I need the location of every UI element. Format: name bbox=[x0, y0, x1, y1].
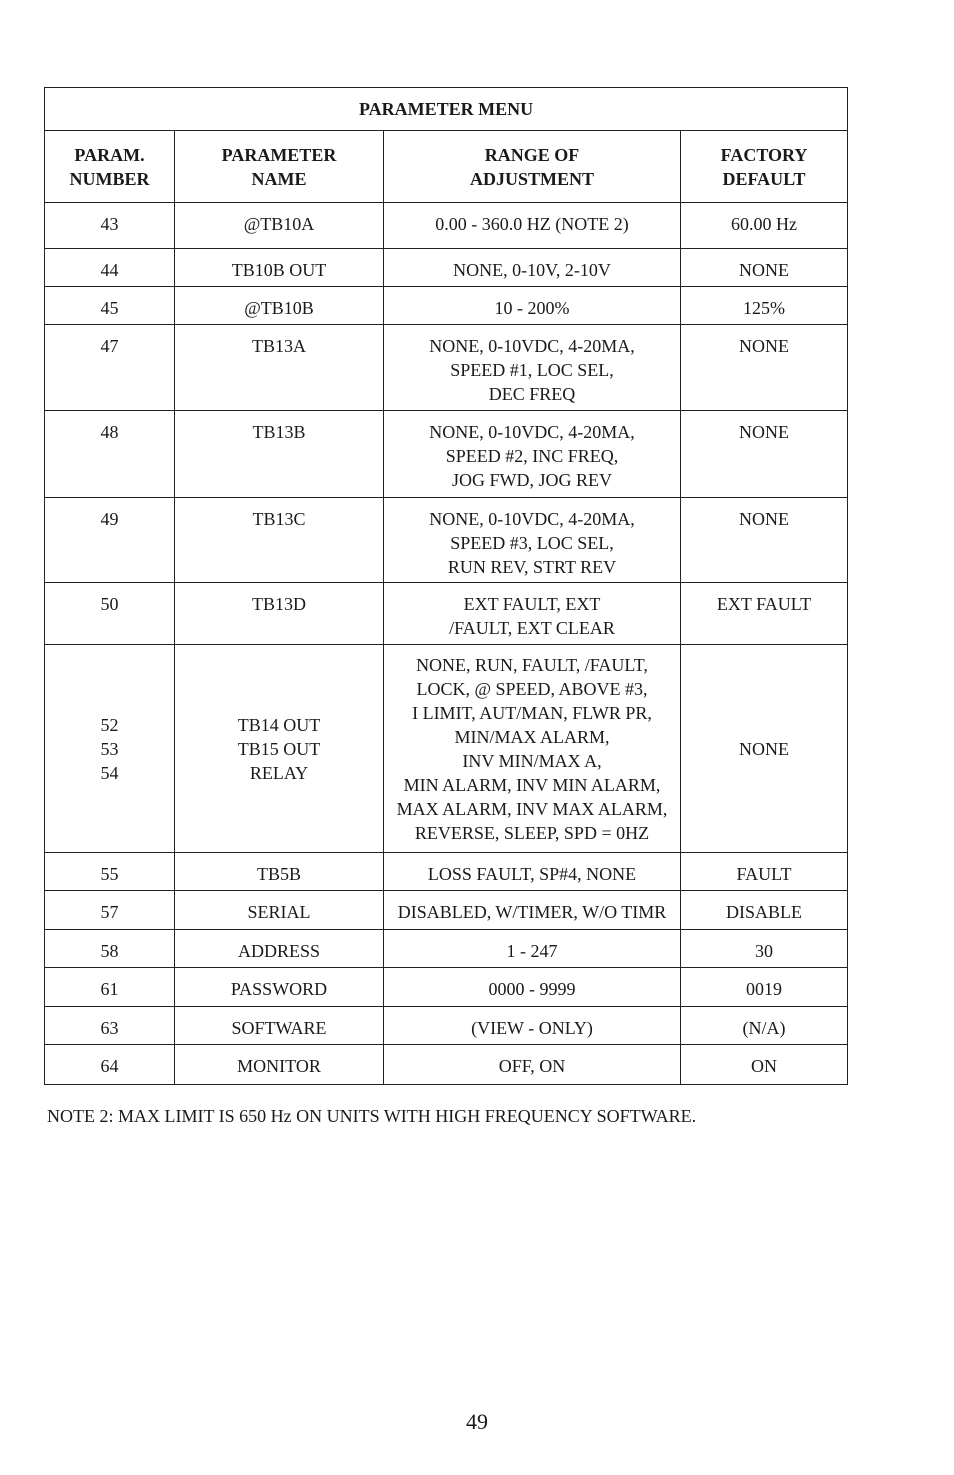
param-name: TB13B bbox=[175, 411, 384, 498]
param-range: 10 - 200% bbox=[384, 287, 681, 325]
table-row bbox=[45, 891, 848, 930]
param-number: 61 bbox=[45, 968, 175, 1007]
parameter-menu-table bbox=[44, 87, 848, 1085]
param-range: NONE, RUN, FAULT, /FAULT, LOCK, @ SPEED, ABOVE #3, I LIMIT, AUT/MAN, FLWR PR, MIN/MAX ALARM, INV MIN/MAX A, MIN ALARM, INV MIN ALARM, MAX ALARM, INV MAX ALARM, REVERSE, SLEEP, SPD = 0HZ bbox=[384, 645, 681, 853]
param-name: TB14 OUT TB15 OUT RELAY bbox=[175, 645, 384, 853]
param-name: TB5B bbox=[175, 853, 384, 891]
param-name: @TB10A bbox=[175, 203, 384, 249]
header-range-of-adjustment: RANGE OF ADJUSTMENT bbox=[384, 131, 681, 203]
param-range: 0000 - 9999 bbox=[384, 968, 681, 1007]
param-default: 125% bbox=[681, 287, 848, 325]
param-default: NONE bbox=[681, 645, 848, 853]
param-number: 63 bbox=[45, 1007, 175, 1045]
param-name: @TB10B bbox=[175, 287, 384, 325]
table-row bbox=[45, 249, 848, 287]
param-range: (VIEW - ONLY) bbox=[384, 1007, 681, 1045]
page-number: 49 bbox=[466, 1409, 488, 1434]
param-name: TB13C bbox=[175, 498, 384, 583]
table-row bbox=[45, 645, 848, 853]
table-row bbox=[45, 930, 848, 968]
param-range: NONE, 0-10VDC, 4-20MA, SPEED #3, LOC SEL, RUN REV, STRT REV bbox=[384, 498, 681, 583]
param-default: (N/A) bbox=[681, 1007, 848, 1045]
param-number: 49 bbox=[45, 498, 175, 583]
table-row bbox=[45, 583, 848, 645]
param-range: OFF, ON bbox=[384, 1045, 681, 1085]
param-range: NONE, 0-10V, 2-10V bbox=[384, 249, 681, 287]
param-default: NONE bbox=[681, 249, 848, 287]
param-name: SOFTWARE bbox=[175, 1007, 384, 1045]
param-default: 0019 bbox=[681, 968, 848, 1007]
param-default: 60.00 Hz bbox=[681, 203, 848, 249]
param-number: 44 bbox=[45, 249, 175, 287]
table-title-row bbox=[45, 88, 848, 131]
param-default: EXT FAULT bbox=[681, 583, 848, 645]
table-row bbox=[45, 411, 848, 498]
param-number: 55 bbox=[45, 853, 175, 891]
param-default: FAULT bbox=[681, 853, 848, 891]
table-row bbox=[45, 1007, 848, 1045]
footnote: NOTE 2: MAX LIMIT IS 650 Hz ON UNITS WITH HIGH FREQUENCY SOFTWARE. bbox=[47, 1106, 697, 1126]
param-default: NONE bbox=[681, 411, 848, 498]
param-range: LOSS FAULT, SP#4, NONE bbox=[384, 853, 681, 891]
header-factory-default: FACTORY DEFAULT bbox=[681, 131, 848, 203]
table-title: PARAMETER MENU bbox=[45, 88, 848, 131]
param-name: TB13D bbox=[175, 583, 384, 645]
param-number: 58 bbox=[45, 930, 175, 968]
param-name: TB10B OUT bbox=[175, 249, 384, 287]
param-range: NONE, 0-10VDC, 4-20MA, SPEED #2, INC FREQ, JOG FWD, JOG REV bbox=[384, 411, 681, 498]
param-number: 48 bbox=[45, 411, 175, 498]
table-row bbox=[45, 325, 848, 411]
header-parameter-name: PARAMETER NAME bbox=[175, 131, 384, 203]
table-row bbox=[45, 287, 848, 325]
param-range: EXT FAULT, EXT /FAULT, EXT CLEAR bbox=[384, 583, 681, 645]
param-default: ON bbox=[681, 1045, 848, 1085]
param-range: NONE, 0-10VDC, 4-20MA, SPEED #1, LOC SEL, DEC FREQ bbox=[384, 325, 681, 411]
param-default: NONE bbox=[681, 325, 848, 411]
param-name: TB13A bbox=[175, 325, 384, 411]
param-default: NONE bbox=[681, 498, 848, 583]
param-default: DISABLE bbox=[681, 891, 848, 930]
param-number: 64 bbox=[45, 1045, 175, 1085]
table-row bbox=[45, 203, 848, 249]
param-number: 47 bbox=[45, 325, 175, 411]
param-name: PASSWORD bbox=[175, 968, 384, 1007]
table-row bbox=[45, 498, 848, 583]
param-range: 1 - 247 bbox=[384, 930, 681, 968]
param-range: 0.00 - 360.0 HZ (NOTE 2) bbox=[384, 203, 681, 249]
param-number: 57 bbox=[45, 891, 175, 930]
table-row bbox=[45, 1045, 848, 1085]
param-number: 50 bbox=[45, 583, 175, 645]
param-default: 30 bbox=[681, 930, 848, 968]
table-row bbox=[45, 853, 848, 891]
param-number: 45 bbox=[45, 287, 175, 325]
param-name: ADDRESS bbox=[175, 930, 384, 968]
table-header-row bbox=[45, 131, 848, 203]
param-name: SERIAL bbox=[175, 891, 384, 930]
table-row bbox=[45, 968, 848, 1007]
param-number: 52 53 54 bbox=[45, 645, 175, 853]
param-range: DISABLED, W/TIMER, W/O TIMR bbox=[384, 891, 681, 930]
param-name: MONITOR bbox=[175, 1045, 384, 1085]
param-number: 43 bbox=[45, 203, 175, 249]
header-param-number: PARAM. NUMBER bbox=[45, 131, 175, 203]
